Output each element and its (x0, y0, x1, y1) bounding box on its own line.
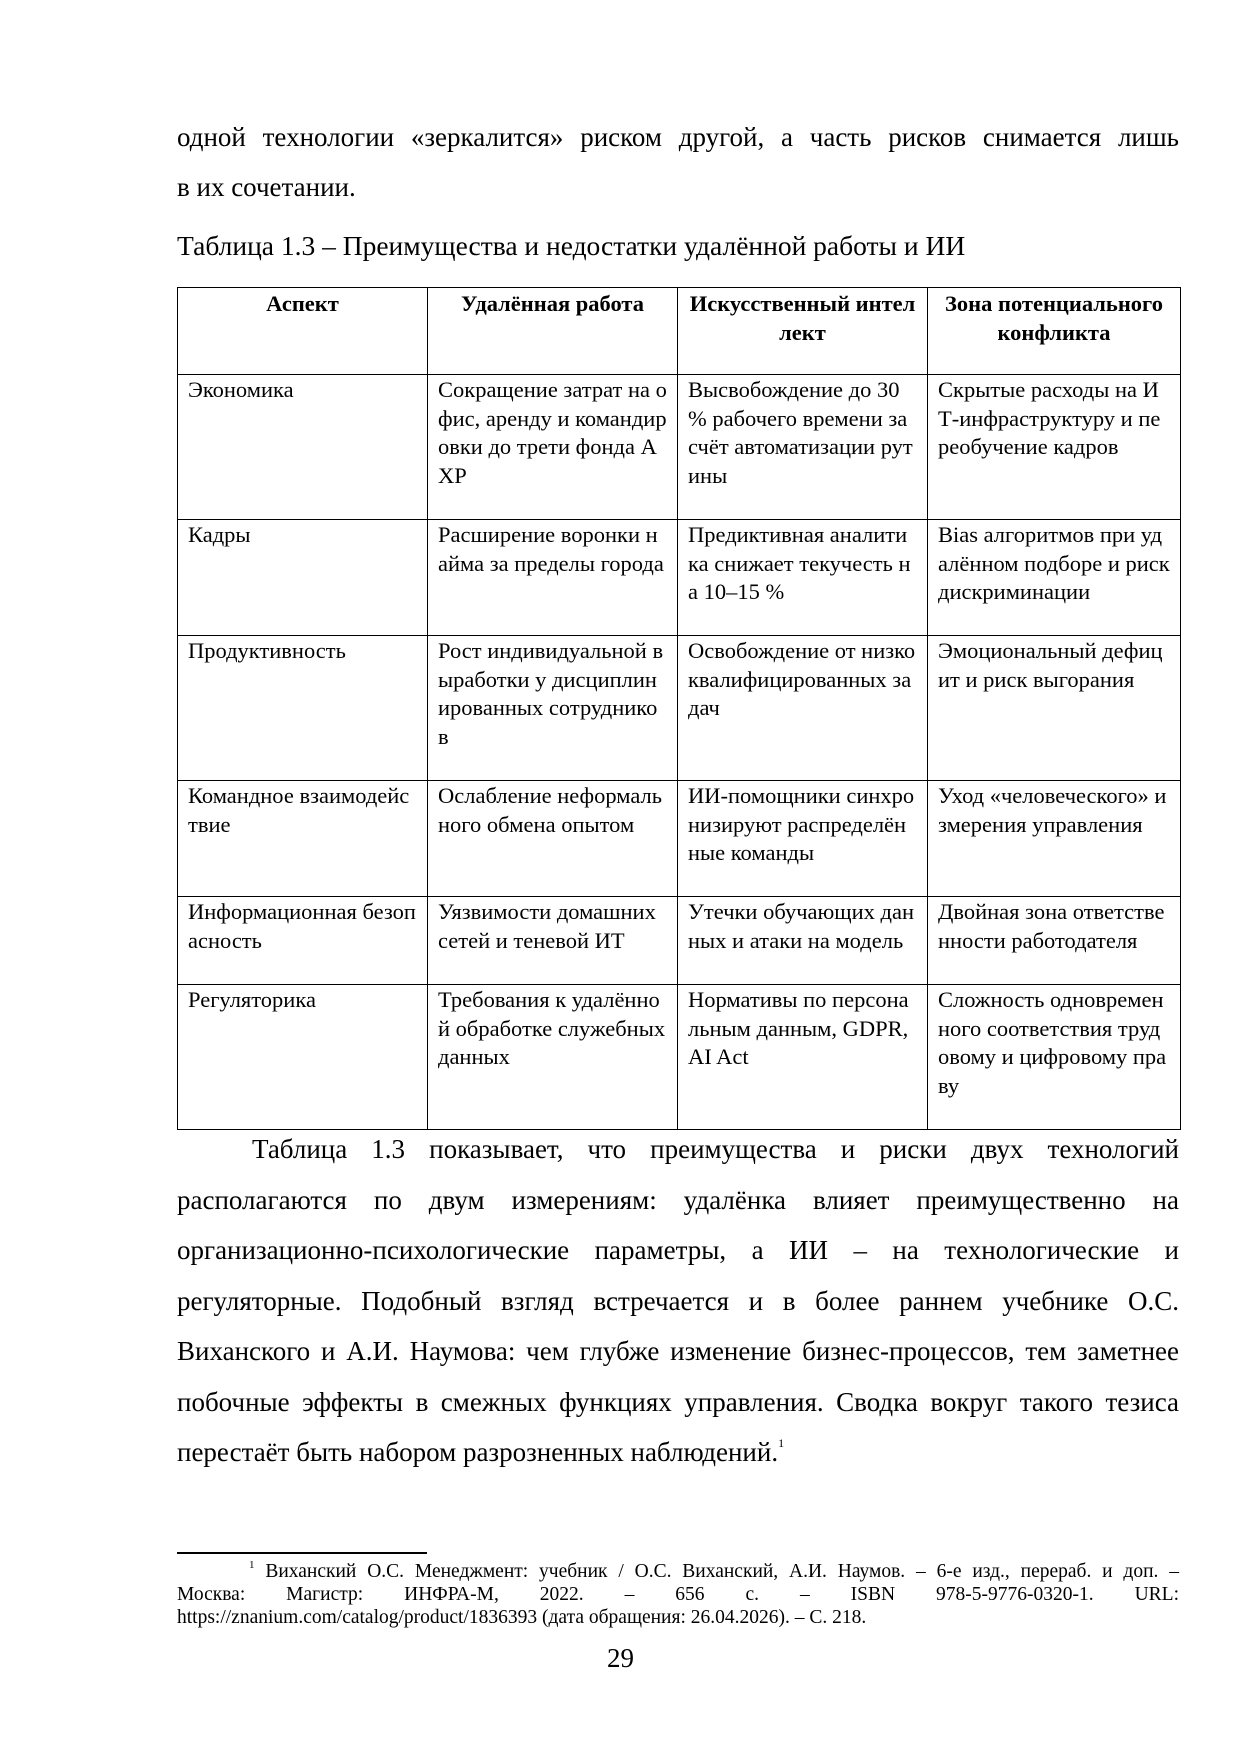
table-row (178, 897, 1181, 985)
table-cell: Информационная безопасность (178, 897, 428, 985)
footnote-separator (177, 1552, 427, 1554)
table-caption: Таблица 1.3 – Преимущества и недостатки удалённой работы и ИИ (177, 230, 966, 261)
intro-paragraph (177, 112, 1179, 212)
footnote-line (177, 1560, 1179, 1583)
footnote-text: Виханский О.С. Менеджмент: учебник / О.С. Виханский, А.И. Наумов. – 6-е изд., перераб. и доп. – (265, 1561, 1179, 1582)
table-cell: Высвобождение до 30 % рабочего времени за счёт автоматизации рутины (678, 375, 928, 520)
column-header: Искусственный интеллект (678, 288, 928, 375)
column-header: Аспект (178, 288, 428, 375)
page-number: 29 (607, 1643, 634, 1673)
comparison-table (177, 287, 1181, 1130)
footnote-line: Москва: Магистр: ИНФРА-М, 2022. – 656 с. – ISBN 978-5-9776-0320-1. URL: (177, 1584, 1179, 1605)
table-cell: Ослабление неформального обмена опытом (428, 781, 678, 897)
table-row (178, 985, 1181, 1130)
table-cell: Bias алгоритмов при удалённом подборе и риск дискриминации (928, 520, 1181, 636)
table-cell: Нормативы по персональным данным, GDPR, AI Act (678, 985, 928, 1130)
column-header: Зона потенциального конфликта (928, 288, 1181, 375)
footnote-marker: 1 (249, 1559, 255, 1571)
table-cell: Рост индивидуальной выработки у дисциплинированных сотрудников (428, 636, 678, 781)
table-cell: Кадры (178, 520, 428, 636)
body-text: Таблица 1.3 показывает, что преимущества и риски двух технологий располагаются по двум измерениям: удалёнка влияет преимущественно на организационно-психологические параметры, а ИИ – на технологические и регуляторные. Подобный взгляд встречается и в более раннем учебнике О.С. Виханского и А.И. Наумова: чем глубже изменение бизнес-процессов, тем заметнее побочные эффекты в смежных функциях управления. Сводка вокруг такого тезиса перестаёт быть набором разрозненных наблюдений. (177, 1134, 1179, 1467)
table-cell: Уход «человеческого» измерения управления (928, 781, 1181, 897)
table-cell: ИИ-помощники синхронизируют распределённые команды (678, 781, 928, 897)
table-cell: Требования к удалённой обработке служебных данных (428, 985, 678, 1130)
intro-line: одной технологии «зеркалится» риском другой, а часть рисков снимается лишь (177, 122, 1179, 152)
table-header-row (178, 288, 1181, 375)
table-cell: Продуктивность (178, 636, 428, 781)
table-cell: Предиктивная аналитика снижает текучесть на 10–15 % (678, 520, 928, 636)
table-cell: Регуляторика (178, 985, 428, 1130)
table-row (178, 636, 1181, 781)
table-cell: Командное взаимодействие (178, 781, 428, 897)
table-row (178, 781, 1181, 897)
table-cell: Уязвимости домашних сетей и теневой ИТ (428, 897, 678, 985)
column-header: Удалённая работа (428, 288, 678, 375)
table-cell: Экономика (178, 375, 428, 520)
table-cell: Расширение воронки найма за пределы города (428, 520, 678, 636)
footnote-line: https://znanium.com/catalog/product/1836393 (дата обращения: 26.04.2026). – С. 218. (177, 1607, 867, 1628)
table-cell: Эмоциональный дефицит и риск выгорания (928, 636, 1181, 781)
footnote (177, 1560, 1179, 1629)
footnote-reference[interactable]: 1 (778, 1436, 785, 1450)
intro-line: в их сочетании. (177, 172, 356, 202)
table-cell: Двойная зона ответственности работодателя (928, 897, 1181, 985)
table-row (178, 520, 1181, 636)
table-cell: Сокращение затрат на офис, аренду и командировки до трети фонда АХР (428, 375, 678, 520)
body-paragraph (177, 1124, 1179, 1478)
table-cell: Освобождение от низкоквалифицированных задач (678, 636, 928, 781)
table-cell: Сложность одновременного соответствия трудовому и цифровому праву (928, 985, 1181, 1130)
table-cell: Скрытые расходы на ИТ-инфраструктуру и переобучение кадров (928, 375, 1181, 520)
table-cell: Утечки обучающих данных и атаки на модель (678, 897, 928, 985)
table-row (178, 375, 1181, 520)
